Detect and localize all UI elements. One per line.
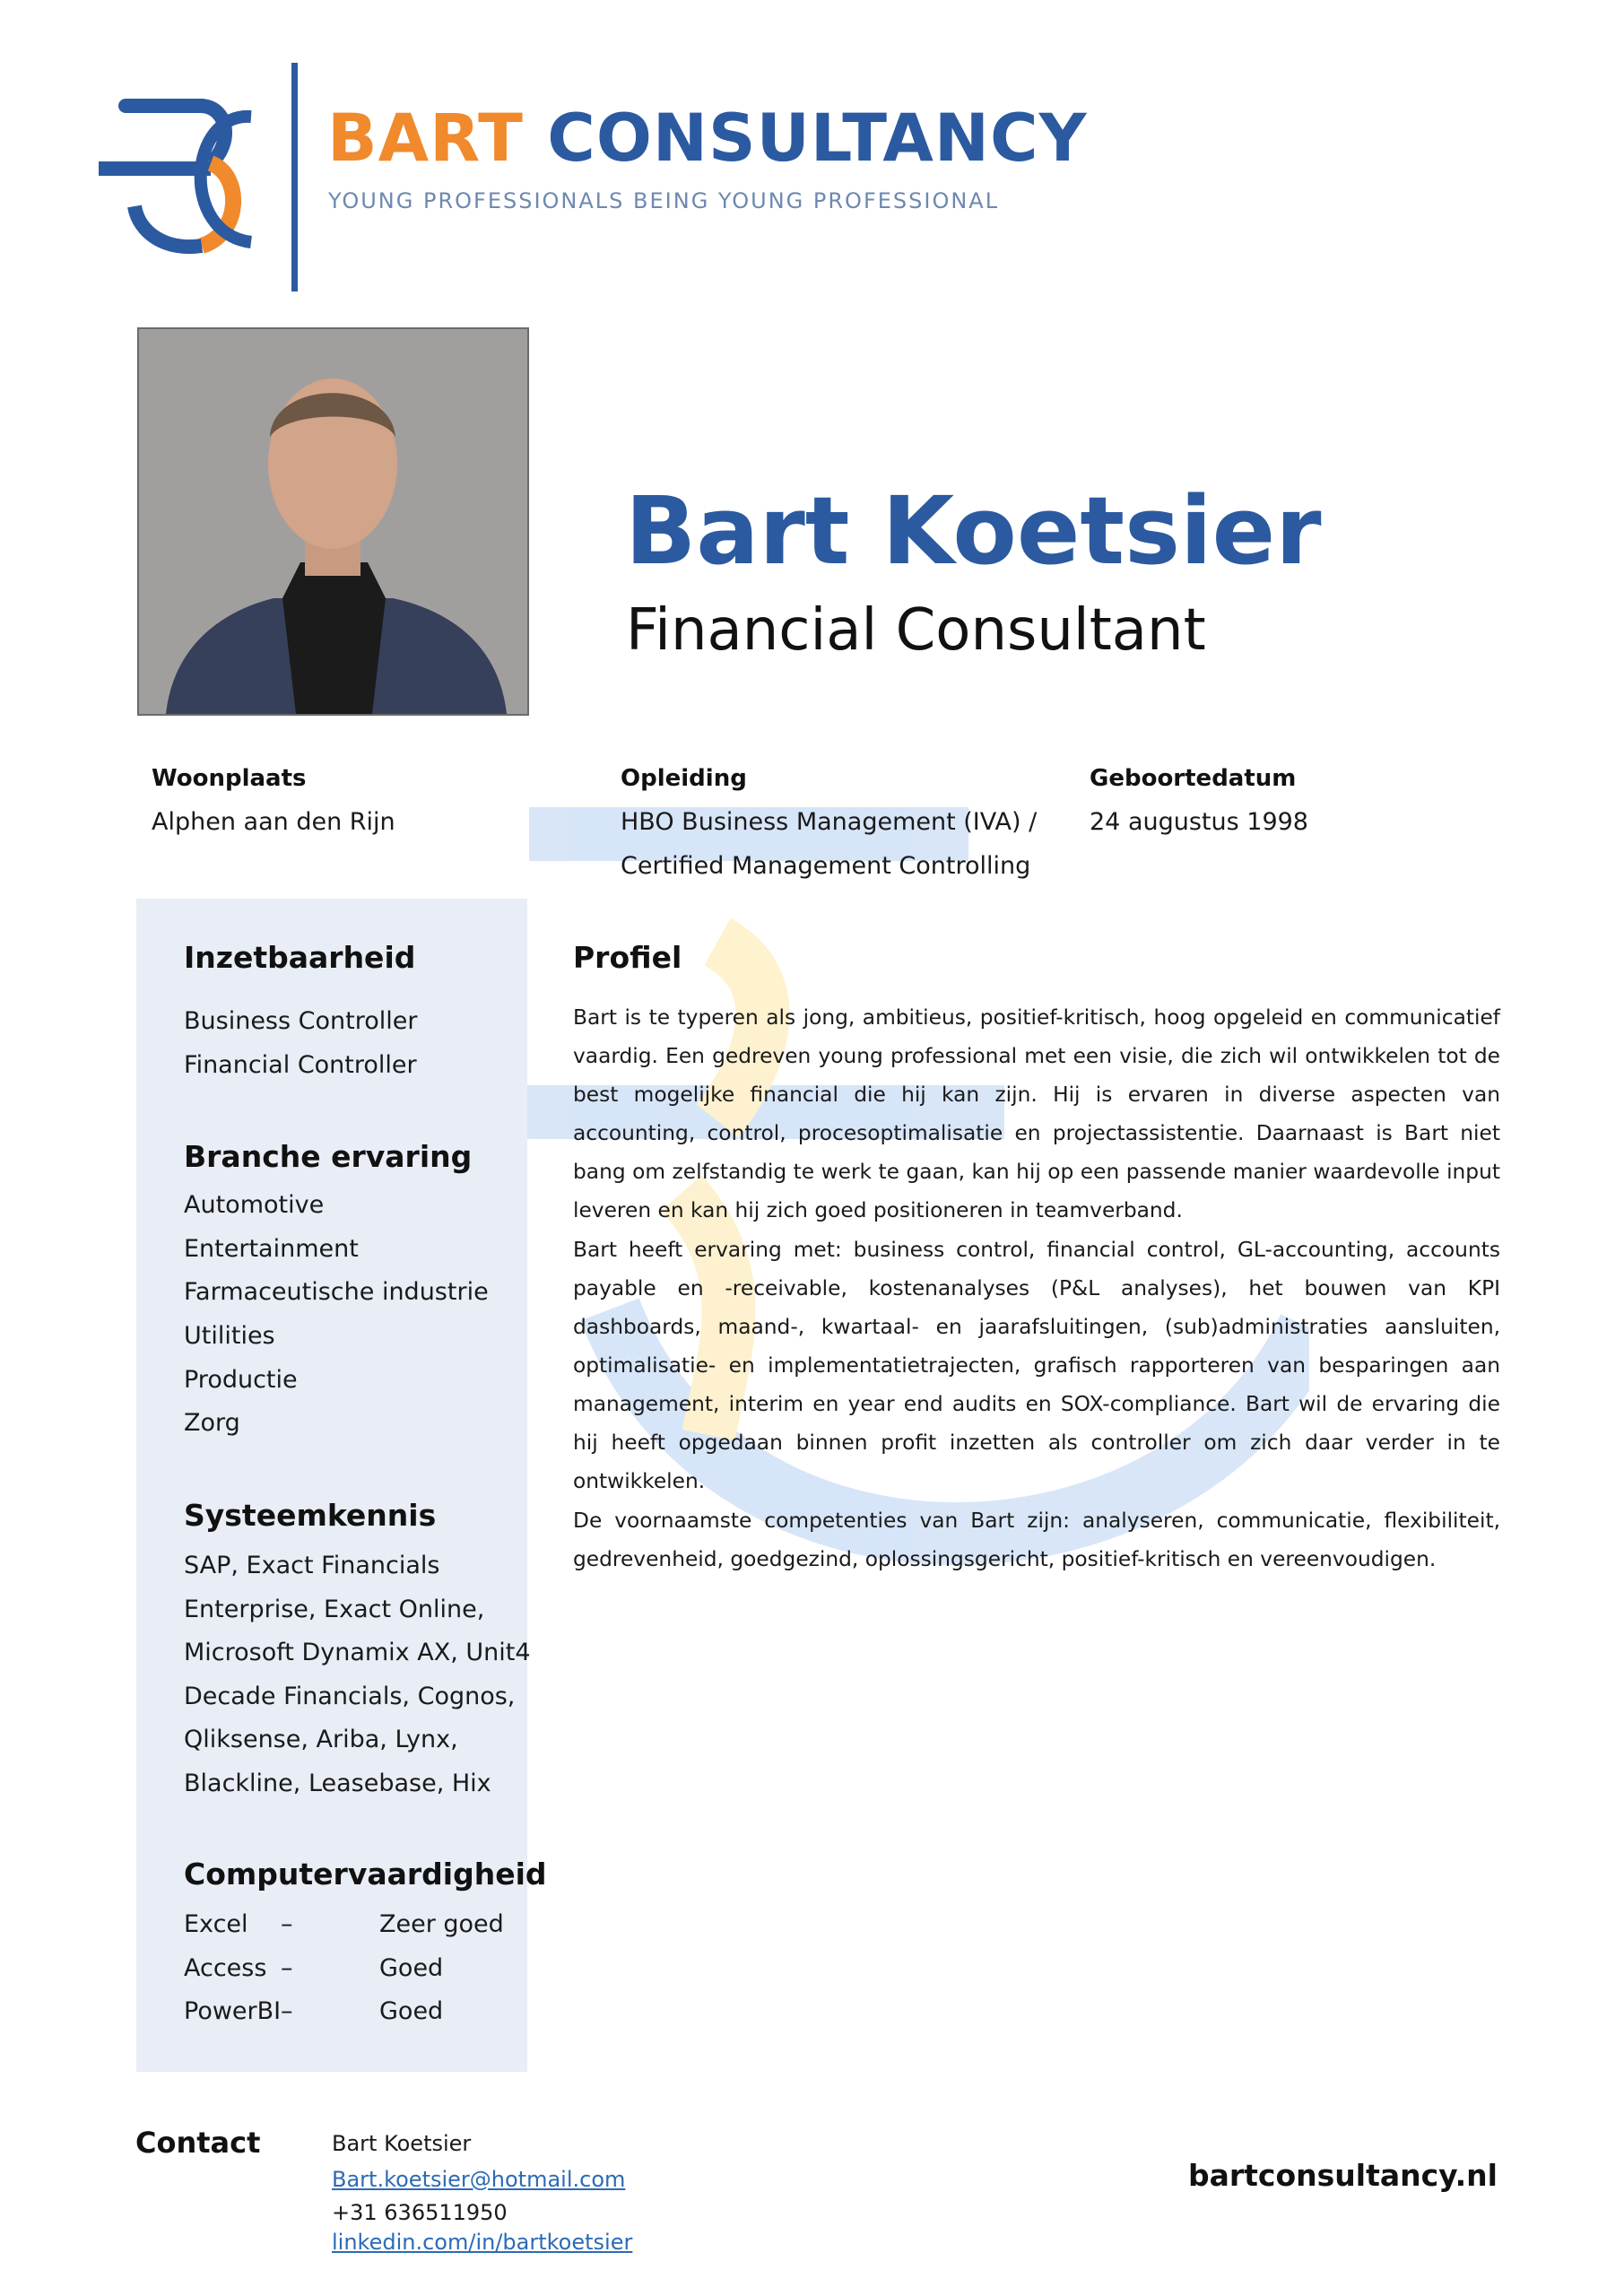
industry-item: Utilities [184,1322,275,1350]
info-label-education: Opleiding [621,765,747,792]
contact-title: Contact [135,2126,261,2160]
availability-item: Financial Controller [184,1051,417,1079]
profile-title: Profiel [573,940,682,975]
skill-tool: Access [184,1954,267,1982]
info-value-education-1: HBO Business Management (IVA) / [621,808,1038,836]
skill-level: Goed [379,1997,444,2025]
profile-paragraph: Bart heeft ervaring met: business control, financial control, GL-accounting, accounts payable en -receivable, kostenanalyses (P&L analyses), het bouwen van KPI dashboards, maand-, kwartaal- en jaarafsluitingen, (sub)administraties aansluiten, optimalisatie- en implementatietrajecten, grafisch rapporteren van besparingen aan management, interim en year end audits en SOX-compliance. Bart wil de ervaring die hij heeft opgedaan binnen profit inzetten als controller om zich daar verder in te ontwikkelen. [573,1238,1500,1493]
person-name: Bart Koetsier [625,476,1322,586]
availability-title: Inzetbaarheid [184,940,416,975]
systems-title: Systeemkennis [184,1498,437,1533]
systems-line: Decade Financials, Cognos, [184,1683,516,1710]
industry-item: Farmaceutische industrie [184,1278,489,1306]
skill-dash: – [281,1954,293,1982]
brand-name-part1: BART [327,100,524,177]
profile-paragraph: De voornaamste competenties van Bart zijn: analyseren, communicatie, flexibiliteit, gedrevenheid, goedgezind, oplossingsgericht, positief-kritisch en vereenvoudigen. [573,1509,1500,1571]
skill-level: Zeer goed [379,1910,504,1938]
contact-phone: +31 636511950 [332,2200,508,2225]
website-url: bartconsultancy.nl [1187,2158,1498,2193]
brand-name [327,100,1088,177]
person-title: Financial Consultant [626,597,1206,664]
person-silhouette-icon [139,329,527,714]
info-value-birthdate: 24 augustus 1998 [1090,808,1308,836]
profile-paragraph: Bart is te typeren als jong, ambitieus, positief-kritisch, hoog opgeleid en communicatief vaardig. Een gedreven young professional met een visie, die zich wil ontwikkelen tot de best mogelijke financial die hij kan zijn. Hij is ervaren in diverse aspecten van accounting, control, procesoptimalisatie en projectassistentie. Daarnaast is Bart niet bang om zelfstandig te werk te gaan, kan hij op een passende manier waardevolle input leveren en kan hij zich goed positioneren in teamverband. [573,1005,1500,1222]
contact-name: Bart Koetsier [332,2131,472,2156]
header-divider [291,63,298,291]
availability-item: Business Controller [184,1007,418,1035]
brand-name-part2: CONSULTANCY [547,100,1088,177]
skill-tool: Excel [184,1910,248,1938]
bart-consultancy-logo-icon [94,99,274,260]
info-label-residence: Woonplaats [152,765,307,792]
systems-line: Qliksense, Ariba, Lynx, [184,1726,458,1753]
industry-item: Productie [184,1366,298,1394]
info-value-education-2: Certified Management Controlling [621,852,1031,880]
industry-item: Zorg [184,1409,240,1437]
info-value-residence: Alphen aan den Rijn [152,808,395,836]
skill-dash: – [281,1910,293,1938]
systems-line: Enterprise, Exact Online, [184,1596,485,1623]
brand-tagline: YOUNG PROFESSIONALS BEING YOUNG PROFESSIONAL [328,188,1000,213]
skill-dash: – [281,1997,293,2025]
profile-photo [137,327,529,716]
contact-email-link[interactable]: Bart.koetsier@hotmail.com [332,2167,626,2192]
systems-line: Blackline, Leasebase, Hix [184,1770,491,1797]
computer-skills-title: Computervaardigheid [184,1857,547,1892]
contact-linkedin-link[interactable]: linkedin.com/in/bartkoetsier [332,2230,633,2255]
skill-tool: PowerBI [184,1997,282,2025]
industry-item: Automotive [184,1191,325,1219]
industry-item: Entertainment [184,1235,359,1263]
skill-level: Goed [379,1954,444,1982]
info-label-birthdate: Geboortedatum [1090,765,1297,792]
industry-title: Branche ervaring [184,1139,473,1174]
systems-line: SAP, Exact Financials [184,1552,440,1579]
systems-line: Microsoft Dynamix AX, Unit4 [184,1639,531,1666]
